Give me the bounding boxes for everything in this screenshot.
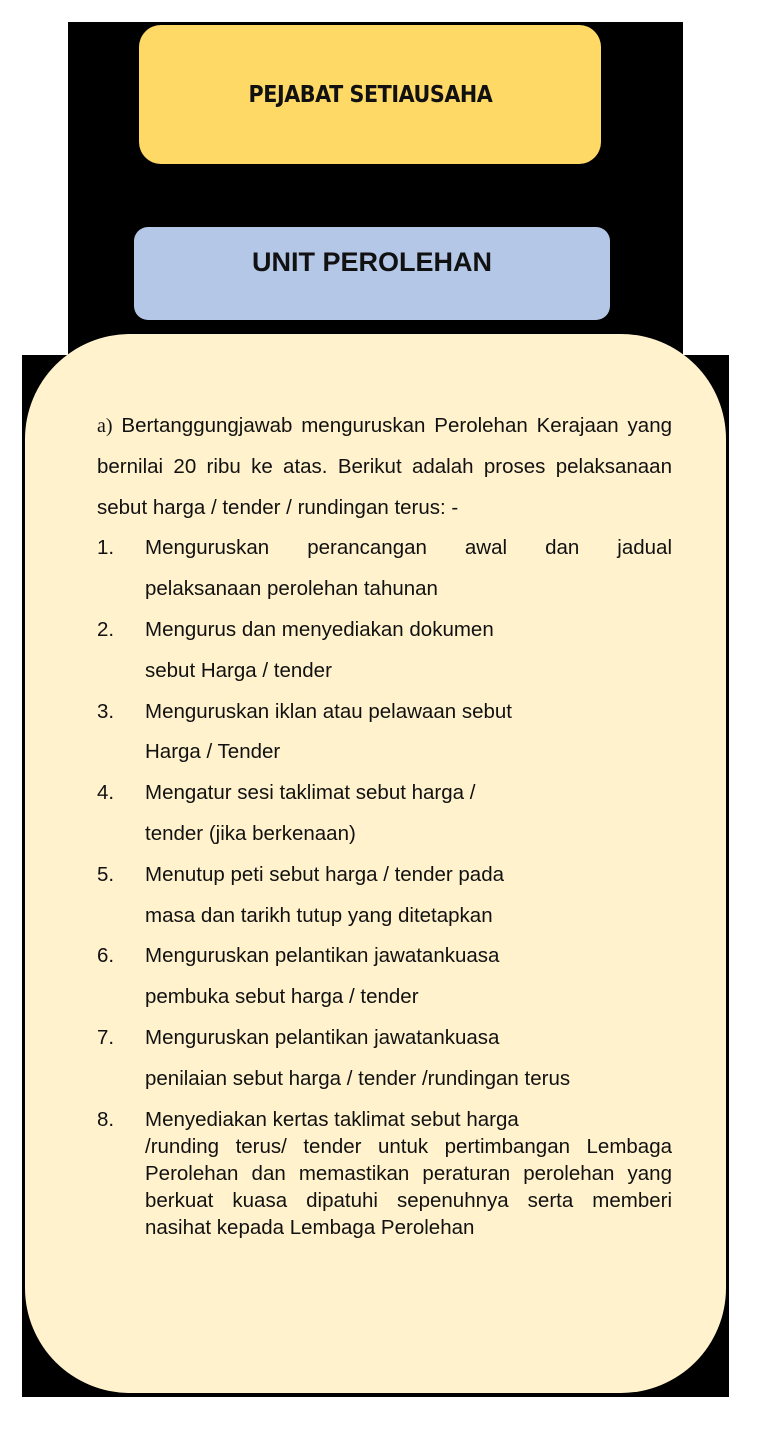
unit-box — [134, 227, 610, 320]
list-item — [97, 936, 672, 1018]
list-item — [97, 610, 672, 692]
item-number: 7. — [97, 1025, 115, 1049]
item-number: 4. — [97, 781, 115, 805]
item-text: Menutup peti sebut harga / tender pada — [145, 862, 505, 886]
process-list — [97, 528, 672, 1240]
item-number: 6. — [97, 944, 115, 968]
list-item — [97, 773, 672, 855]
item-text: Mengatur sesi taklimat sebut harga / — [145, 781, 476, 805]
item-number: 1. — [97, 536, 115, 560]
item-text: pembuka sebut harga / tender — [145, 985, 419, 1009]
item-text: Menguruskan iklan atau pelawaan sebut — [145, 699, 512, 723]
item-text: sebut Harga / tender — [145, 658, 332, 682]
responsibilities-content — [97, 406, 672, 1241]
item-text: pelaksanaan perolehan tahunan — [145, 577, 438, 601]
item-text: Menguruskan pelantikan jawatankuasa — [145, 1025, 500, 1049]
item-text: Menguruskan perancangan awal dan jadual — [145, 536, 672, 560]
unit-title: UNIT PEROLEHAN — [251, 247, 492, 277]
item-text: Menguruskan pelantikan jawatankuasa — [145, 944, 500, 968]
item-text: Harga / Tender — [145, 740, 281, 764]
item-number: 5. — [97, 862, 115, 886]
intro-paragraph — [97, 406, 672, 528]
list-item — [97, 1018, 672, 1100]
item-number: 3. — [97, 699, 115, 723]
list-item — [97, 855, 672, 937]
item-number: 8. — [97, 1107, 115, 1131]
intro-text: Bertanggungjawab menguruskan Perolehan Kerajaan yang bernilai 20 ribu ke atas. Berikut adalah proses pelaksanaan sebut harga / tender / rundingan terus: - — [97, 414, 672, 519]
item-number: 2. — [97, 617, 115, 641]
list-item — [97, 528, 672, 610]
item-text: /runding terus/ tender untuk pertimbangan Lembaga Perolehan dan memastikan peraturan perolehan yang berkuat kuasa dipatuhi sepenuhnya serta memberi nasihat kepada Lembaga Perolehan — [145, 1134, 672, 1239]
item-text: Mengurus dan menyediakan dokumen — [145, 617, 494, 641]
intro-marker: a) — [97, 415, 113, 437]
item-text: Menyediakan kertas taklimat sebut harga — [145, 1107, 519, 1131]
item-text: tender (jika berkenaan) — [145, 821, 356, 845]
list-item — [97, 1106, 672, 1241]
item-text: penilaian sebut harga / tender /rundingan terus — [145, 1066, 571, 1090]
list-item — [97, 692, 672, 774]
item-text: masa dan tarikh tutup yang ditetapkan — [145, 903, 493, 927]
office-box — [139, 25, 601, 164]
office-title: PEJABAT SETIAUSAHA — [248, 81, 492, 108]
